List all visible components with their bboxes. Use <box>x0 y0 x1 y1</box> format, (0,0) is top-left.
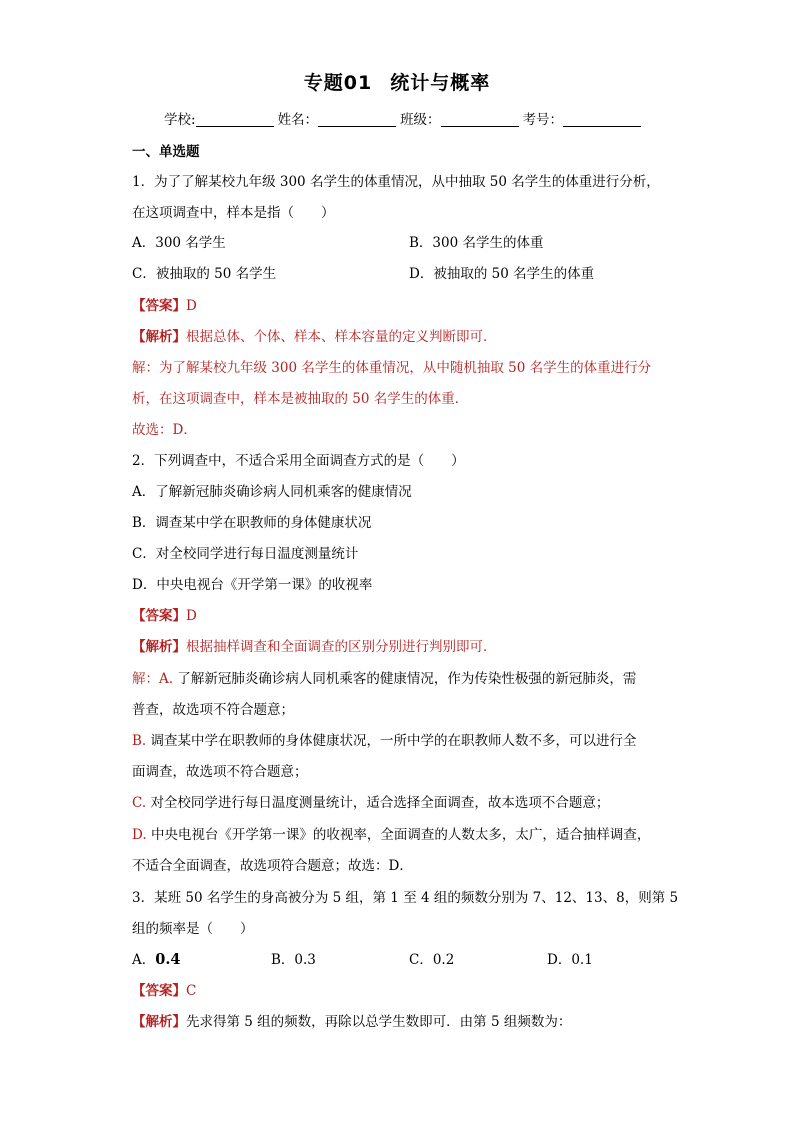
q1-answer-tag: 【答案】 <box>132 298 186 314</box>
q3-option-b: B．0.3 <box>271 952 316 968</box>
q3-answer <box>132 982 196 1000</box>
q2-solution-a-text: 了解新冠肺炎确诊病人同机乘客的健康情况，作为传染性极强的新冠肺炎，需 <box>177 671 637 687</box>
name-blank[interactable] <box>318 112 396 127</box>
q2-option-a: A．了解新冠肺炎确诊病人同机乘客的健康情况 <box>132 484 412 500</box>
q2-solution-b-text: 调查某中学在职教师的身体健康状况，一所中学的在职教师人数不多，可以进行全 <box>150 733 637 749</box>
q2-solution-a-line1 <box>132 670 636 688</box>
q2-solution-a-prefix: 解：A. <box>132 671 178 687</box>
q2-solution-b-prefix: B. <box>132 733 151 749</box>
q2-option-c: C．对全校同学进行每日温度测量统计 <box>132 546 359 562</box>
q1-stem-line1: 1．为了了解某校九年级 300 名学生的体重情况，从中抽取 50 名学生的体重进行分析， <box>132 174 660 190</box>
q3-stem-line2: 组的频率是（ ） <box>132 921 254 937</box>
q2-option-d: D．中央电视台《开学第一课》的收视率 <box>132 577 373 593</box>
q1-option-d: D．被抽取的 50 名学生的体重 <box>409 266 595 282</box>
q1-option-c: C．被抽取的 50 名学生 <box>132 266 277 282</box>
exam-no-blank[interactable] <box>563 112 641 127</box>
q2-solution-d-line2: 不适合全面调查，故选项符合题意；故选：D． <box>132 858 413 874</box>
q2-solution-c <box>132 794 609 812</box>
school-label: 学校: <box>164 112 196 128</box>
q2-solution-c-prefix: C. <box>132 795 151 811</box>
q2-analysis-tag: 【解析】 <box>132 639 186 655</box>
q2-analysis-text: 根据抽样调查和全面调查的区别分别进行判别即可． <box>186 639 497 655</box>
title-main: 专题01 <box>303 72 373 94</box>
q1-choose: 故选：D． <box>132 422 197 438</box>
q3-option-c: C．0.2 <box>409 952 455 968</box>
q2-solution-c-text: 对全校同学进行每日温度测量统计，适合选择全面调查，故本选项不合题意； <box>150 795 610 811</box>
q1-stem-line2: 在这项调查中，样本是指（ ） <box>132 205 335 221</box>
q2-stem: 2．下列调查中，不适合采用全面调查方式的是（ ） <box>132 453 465 469</box>
q2-solution-d-prefix: D. <box>132 827 151 843</box>
q3-analysis-tag: 【解析】 <box>132 1014 186 1030</box>
q1-analysis <box>132 328 497 346</box>
q1-answer <box>132 297 197 315</box>
q1-solution-line2: 析，在这项调查中，样本是被抽取的 50 名学生的体重． <box>132 391 469 407</box>
q1-option-a: A．300 名学生 <box>132 235 226 251</box>
q1-analysis-tag: 【解析】 <box>132 329 186 345</box>
q3-answer-value: C <box>186 983 197 999</box>
q3-option-d: D．0.1 <box>547 952 593 968</box>
q2-option-b: B．调查某中学在职教师的身体健康状况 <box>132 515 372 531</box>
q3-stem-line1: 3．某班 50 名学生的身高被分为 5 组，第 1 至 4 组的频数分别为 7、12、13、8，则第 5 <box>132 890 679 906</box>
q2-solution-b-line1 <box>132 732 637 750</box>
name-label: 姓名： <box>277 112 319 128</box>
q1-analysis-text: 根据总体、个体、样本、样本容量的定义判断即可． <box>186 329 497 345</box>
q3-option-a-value: 0.4 <box>155 951 181 968</box>
q1-solution-line1: 解：为了解某校九年级 300 名学生的体重情况，从中随机抽取 50 名学生的体重进行分 <box>132 360 652 376</box>
class-blank[interactable] <box>441 112 519 127</box>
title-sub: 统计与概率 <box>390 72 491 94</box>
page-title <box>0 68 794 95</box>
school-blank[interactable] <box>196 112 274 127</box>
q3-analysis <box>132 1013 571 1031</box>
q2-answer <box>132 607 197 625</box>
section-heading: 一、单选题 <box>132 144 200 160</box>
q3-option-a-label: A． <box>132 952 156 968</box>
q3-answer-tag: 【答案】 <box>132 983 186 999</box>
q2-solution-b-line2: 面调查，故选项不符合题意； <box>132 764 308 780</box>
class-label: 班级： <box>400 112 441 128</box>
q2-solution-a-line2: 普查，故选项不符合题意； <box>132 702 294 718</box>
exam-no-label: 考号： <box>522 112 564 128</box>
q1-option-b: B．300 名学生的体重 <box>409 235 544 251</box>
student-info-row <box>164 108 645 128</box>
q3-option-a <box>132 951 180 969</box>
q2-solution-d-text: 中央电视台《开学第一课》的收视率，全面调查的人数太多，太广，适合抽样调查， <box>150 827 651 843</box>
q1-answer-value: D <box>186 298 197 314</box>
q2-solution-d-line1 <box>132 826 650 844</box>
q3-analysis-text: 先求得第 5 组的频数，再除以总学生数即可．由第 5 组频数为： <box>186 1014 572 1030</box>
q2-answer-tag: 【答案】 <box>132 608 186 624</box>
q2-analysis <box>132 638 497 656</box>
q2-answer-value: D <box>186 608 197 624</box>
